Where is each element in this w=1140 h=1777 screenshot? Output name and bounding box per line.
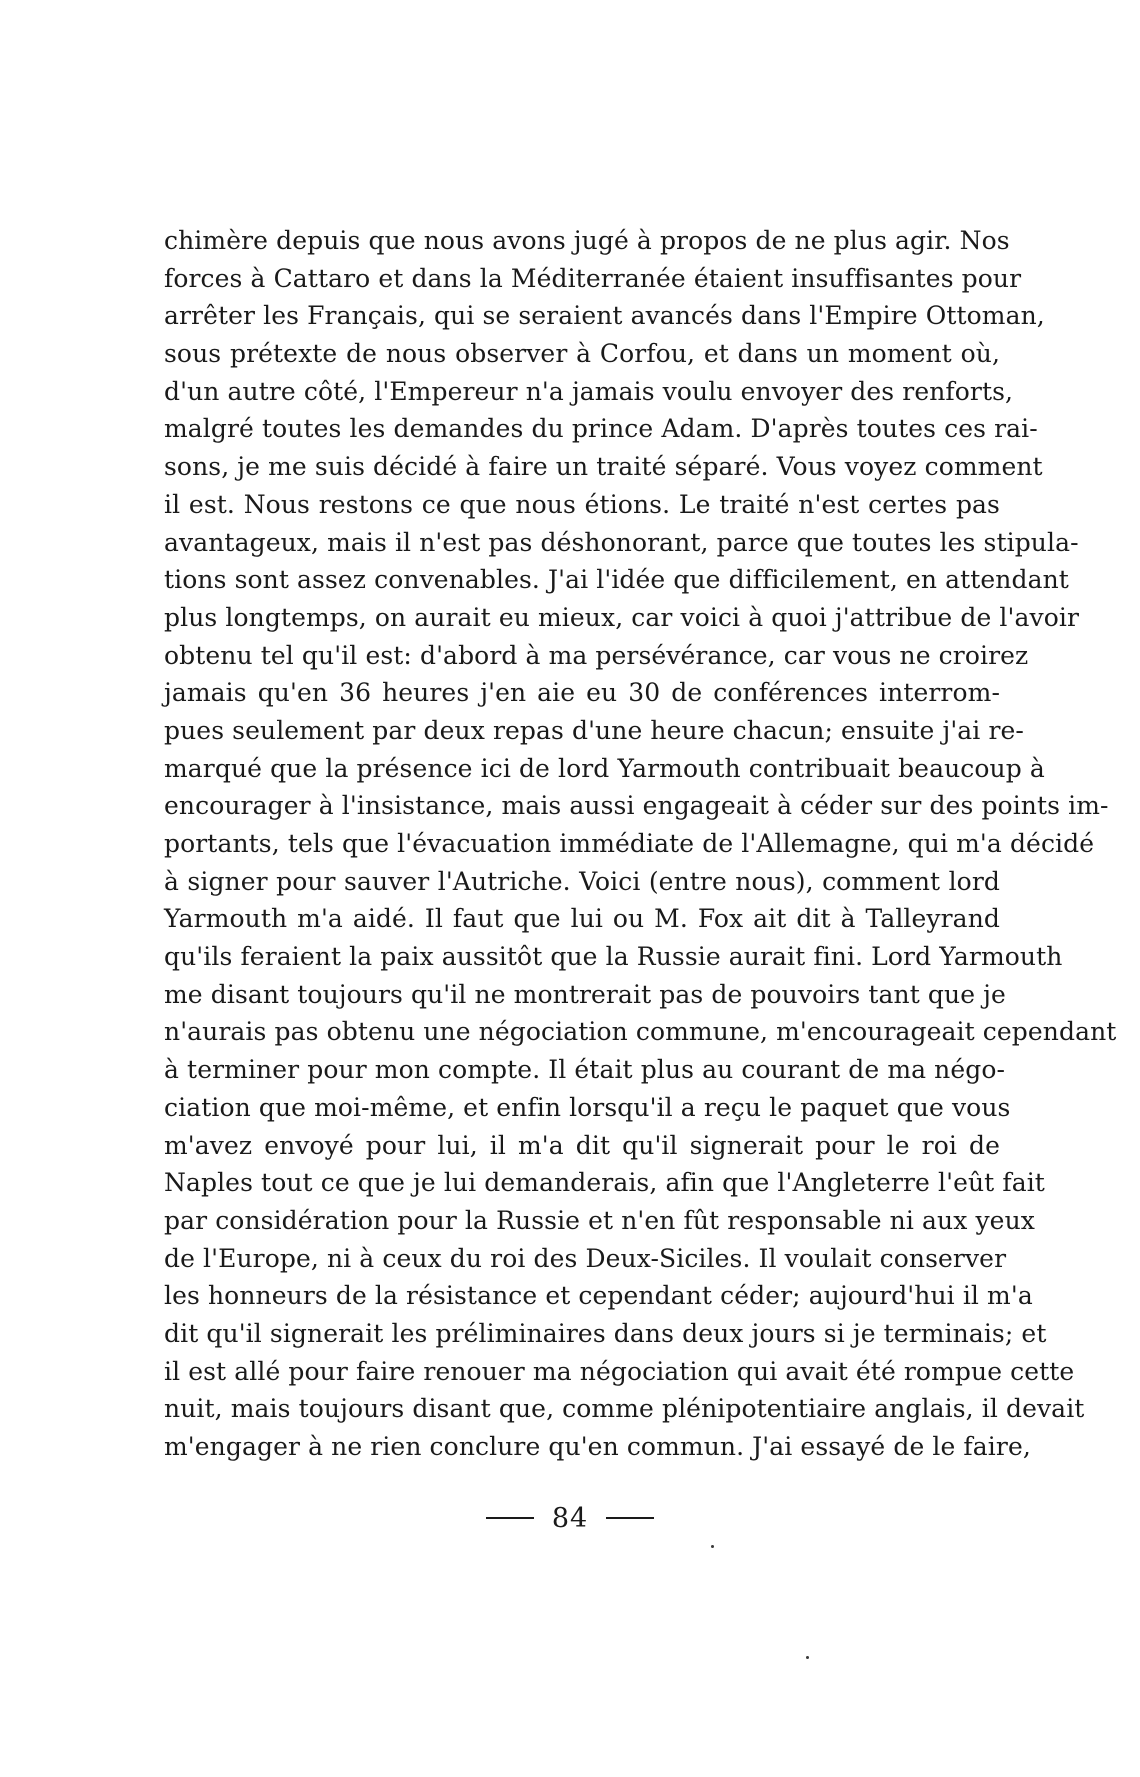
text-line: par considération pour la Russie et n'en fût responsable ni aux yeux	[164, 1205, 1035, 1235]
text-line: ciation que moi-même, et enfin lorsqu'il a reçu le paquet que vous	[164, 1092, 1011, 1122]
text-line: à signer pour sauver l'Autriche. Voici (entre nous), comment lord	[164, 866, 1000, 896]
ink-speck	[711, 1545, 714, 1548]
page-number: 84	[551, 1503, 589, 1534]
text-line: dit qu'il signerait les préliminaires dans deux jours si je terminais; et	[164, 1318, 1047, 1348]
text-line: avantageux, mais il n'est pas déshonorant, parce que toutes les stipula-	[164, 527, 1079, 557]
page-number-footer	[0, 1503, 1140, 1534]
text-line: m'avez envoyé pour lui, il m'a dit qu'il signerait pour le roi de	[164, 1130, 1000, 1160]
text-line: tions sont assez convenables. J'ai l'idée que difficilement, en attendant	[164, 565, 1069, 595]
text-line: sous prétexte de nous observer à Corfou, et dans un moment où,	[164, 339, 1000, 369]
text-line: forces à Cattaro et dans la Méditerranée étaient insuffisantes pour	[164, 263, 1022, 293]
text-line: qu'ils feraient la paix aussitôt que la Russie aurait fini. Lord Yarmouth	[164, 942, 1063, 972]
text-line: encourager à l'insistance, mais aussi engageait à céder sur des points im-	[164, 791, 1109, 821]
text-line: il est allé pour faire renouer ma négociation qui avait été rompue cette	[164, 1356, 1075, 1386]
text-line: portants, tels que l'évacuation immédiate de l'Allemagne, qui m'a décidé	[164, 829, 1095, 858]
text-line: de l'Europe, ni à ceux du roi des Deux-Siciles. Il voulait conserver	[164, 1243, 1007, 1273]
text-line: obtenu tel qu'il est: d'abord à ma persévérance, car vous ne croirez	[164, 640, 1029, 670]
text-line: nuit, mais toujours disant que, comme plénipotentiaire anglais, il devait	[164, 1394, 1085, 1424]
text-line: me disant toujours qu'il ne montrerait pas de pouvoirs tant que je	[164, 979, 1006, 1009]
text-line: plus longtemps, on aurait eu mieux, car voici à quoi j'attribue de l'avoir	[164, 602, 1080, 632]
body-paragraph	[164, 222, 1117, 1466]
text-line: m'engager à ne rien conclure qu'en commun. J'ai essayé de le faire,	[164, 1432, 1031, 1461]
text-line: Yarmouth m'a aidé. Il faut que lui ou M. Fox ait dit à Talleyrand	[164, 904, 1000, 934]
text-line: sons, je me suis décidé à faire un traité séparé. Vous voyez comment	[164, 452, 1043, 482]
text-line: n'aurais pas obtenu une négociation commune, m'encourageait cependant	[164, 1017, 1117, 1047]
text-line: jamais qu'en 36 heures j'en aie eu 30 de conférences interrom-	[164, 678, 1000, 708]
text-line: marqué que la présence ici de lord Yarmouth contribuait beaucoup à	[164, 753, 1045, 783]
text-line: Naples tout ce que je lui demanderais, afin que l'Angleterre l'eût fait	[164, 1168, 1045, 1198]
text-line: pues seulement par deux repas d'une heure chacun; ensuite j'ai re-	[164, 715, 1024, 745]
text-line: il est. Nous restons ce que nous étions. Le traité n'est certes pas	[164, 489, 1000, 519]
text-line: chimère depuis que nous avons jugé à propos de ne plus agir. Nos	[164, 226, 1010, 255]
text-line: à terminer pour mon compte. Il était plus au courant de ma négo-	[164, 1055, 1006, 1085]
text-line: malgré toutes les demandes du prince Adam. D'après toutes ces rai-	[164, 414, 1038, 444]
ink-speck	[806, 1656, 809, 1659]
text-line: les honneurs de la résistance et cependant céder; aujourd'hui il m'a	[164, 1281, 1033, 1311]
left-dash-divider	[486, 1517, 534, 1519]
text-line: arrêter les Français, qui se seraient avancés dans l'Empire Ottoman,	[164, 301, 1045, 331]
text-line: d'un autre côté, l'Empereur n'a jamais voulu envoyer des renforts,	[164, 376, 1014, 406]
right-dash-divider	[606, 1517, 654, 1519]
